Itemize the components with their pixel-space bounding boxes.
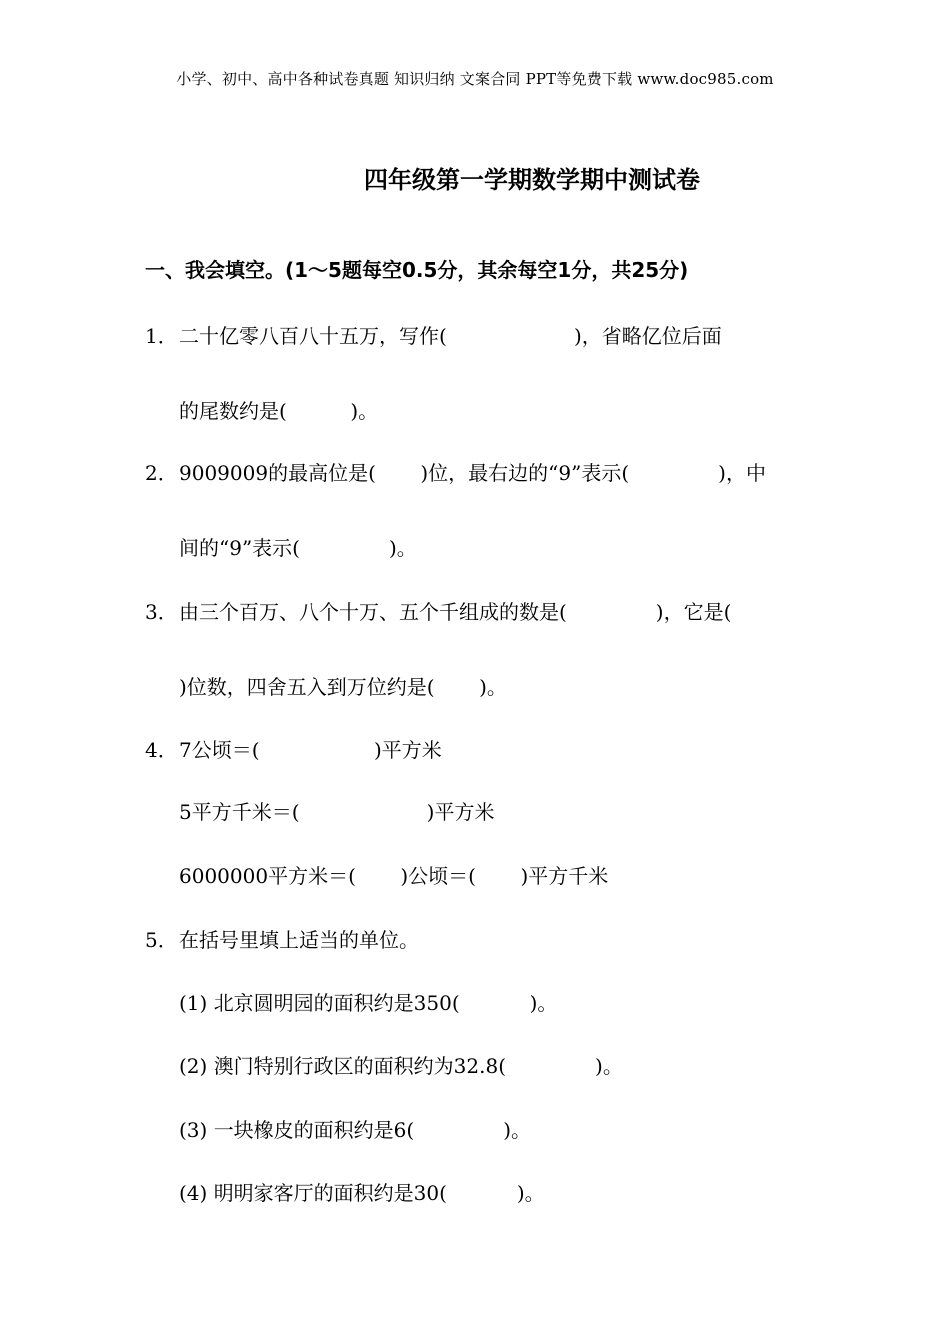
- question-5-line-1: [145, 924, 419, 953]
- question-text: (3) 一块橡皮的面积约是6( )。: [179, 1118, 532, 1142]
- question-text: (1) 北京圆明园的面积约是350( )。: [179, 991, 558, 1015]
- question-text: 7公顷＝( )平方米: [179, 738, 442, 762]
- question-text: 在括号里填上适当的单位。: [179, 928, 419, 952]
- question-number: 1．: [145, 324, 178, 348]
- site-header: 小学、初中、高中各种试卷真题 知识归纳 文案合同 PPT等免费下载 www.doc985.com: [176, 70, 774, 88]
- question-text: 6000000平方米＝( )公顷＝( )平方千米: [179, 864, 609, 888]
- question-text: 9009009的最高位是( )位，最右边的“9”表示( )，中: [179, 461, 766, 485]
- question-4-line-1: [145, 734, 442, 763]
- question-5-subitem-1: [179, 987, 557, 1016]
- question-text: 二十亿零八百八十五万，写作( )，省略亿位后面: [179, 324, 722, 348]
- question-2-line-1: [145, 457, 766, 486]
- question-1-line-1: [145, 320, 722, 349]
- question-number: 3．: [145, 600, 178, 624]
- question-5-subitem-3: [179, 1114, 531, 1143]
- question-5-subitem-2: [179, 1050, 623, 1079]
- question-text: 5平方千米＝( )平方米: [179, 800, 495, 824]
- question-2-line-2: [179, 532, 417, 561]
- question-text: )位数，四舍五入到万位约是( )。: [179, 675, 507, 699]
- question-3-line-1: [145, 596, 731, 625]
- question-text: (4) 明明家客厅的面积约是30( )。: [179, 1181, 545, 1205]
- exam-title: 四年级第一学期数学期中测试卷: [364, 166, 700, 194]
- question-number: 4．: [145, 738, 178, 762]
- question-text: (2) 澳门特别行政区的面积约为32.8( )。: [179, 1054, 623, 1078]
- section-heading-fill-blanks: 一、我会填空。(1～5题每空0.5分，其余每空1分，共25分): [145, 258, 689, 282]
- question-number: 2．: [145, 461, 178, 485]
- question-4-line-2: [179, 796, 494, 825]
- question-text: 间的“9”表示( )。: [179, 536, 417, 560]
- question-text: 的尾数约是( )。: [179, 399, 379, 423]
- question-3-line-2: [179, 671, 507, 700]
- question-5-subitem-4: [179, 1177, 545, 1206]
- question-number: 5．: [145, 928, 178, 952]
- question-1-line-2: [179, 395, 378, 424]
- question-4-line-3: [179, 860, 608, 889]
- question-text: 由三个百万、八个十万、五个千组成的数是( )，它是(: [179, 600, 732, 624]
